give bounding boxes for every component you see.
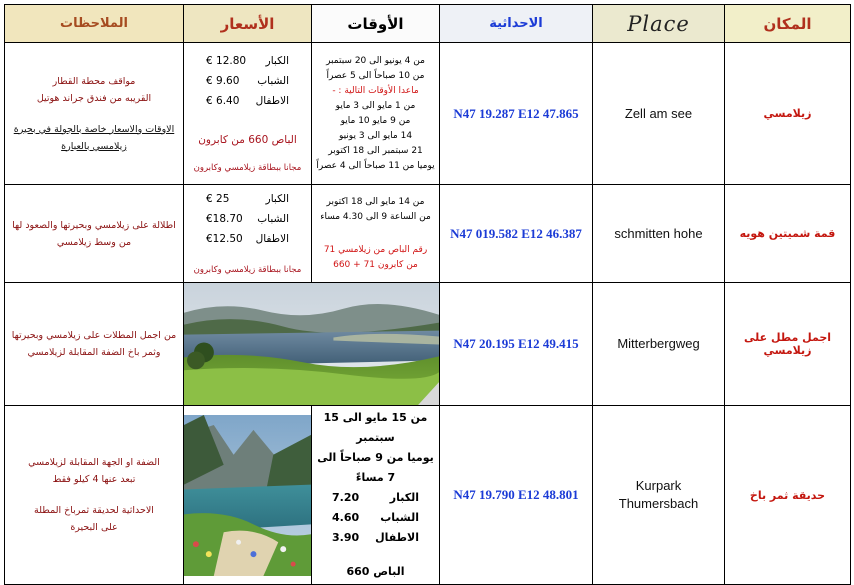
- notes-cell: [5, 185, 184, 283]
- note-line: وثمر باخ الضفة المقابلة لزيلامسي: [27, 347, 161, 358]
- header-row: [5, 5, 851, 43]
- price-line: [316, 508, 435, 528]
- time-line: 21 سبتمبر الى 18 اكتوبر: [328, 145, 423, 156]
- place-ar: قمة شميتين هويه: [725, 185, 851, 283]
- header-prices: الأسعار: [184, 5, 312, 43]
- table-row: [5, 43, 851, 185]
- note-line: الاوقات والاسعار خاصة بالجولة في بحيرة: [13, 123, 175, 135]
- bus-note: الباص 660: [346, 565, 405, 578]
- price-value: 4.60: [332, 511, 360, 524]
- lakeside-park-image: [184, 415, 311, 576]
- price-line: [190, 189, 305, 209]
- header-notes: الملاحظات: [5, 5, 184, 43]
- park-photo: [184, 406, 312, 585]
- time-line: من كابرون 71 + 660: [333, 259, 418, 270]
- note-line: زيلامسي بالعبارة: [61, 140, 127, 152]
- prices-cell: [184, 43, 312, 185]
- bus-note: الباص 660 من كابرون: [198, 133, 297, 146]
- time-line: من 9 مايو 10 مايو: [340, 115, 411, 126]
- note-line: القريبه من فندق جراند هوتيل: [36, 92, 152, 104]
- time-line: 14 مايو الى 3 يونيو: [338, 130, 413, 141]
- lake-panorama-image: [184, 283, 439, 405]
- price-line: [316, 488, 435, 508]
- place-en: [593, 406, 725, 585]
- price-label: الشباب: [257, 212, 289, 225]
- price-value: 3.90: [332, 531, 360, 544]
- place-en: Mitterbergweg: [593, 283, 725, 406]
- time-line: من 14 مايو الى 18 اكتوبر: [326, 196, 425, 207]
- price-label: الكبار: [265, 54, 289, 67]
- price-label: الكبار: [265, 192, 289, 205]
- note-line: اطلالة على زيلامسي وبحيرتها والصعود لها: [12, 219, 176, 231]
- lake-view-photo: [184, 283, 440, 406]
- price-footer: مجانا ببطاقة زيلامسي وكابرون: [193, 162, 302, 173]
- place-en-line: Kurpark: [635, 478, 682, 493]
- price-line: [190, 91, 305, 111]
- price-value: € 25: [206, 192, 230, 205]
- price-value: 7.20: [332, 491, 360, 504]
- table-row: [5, 406, 851, 585]
- time-line: من 15 مايو الى 15 سبتمبر: [323, 411, 428, 444]
- price-line: [190, 229, 305, 249]
- price-footer: مجانا ببطاقة زيلامسي وكابرون: [193, 264, 302, 275]
- price-value: €12.50: [206, 232, 243, 245]
- price-label: الاطفال: [375, 531, 419, 544]
- time-line: يوميا من 11 صباحاً الى 4 عصراً: [316, 160, 435, 171]
- note-line: من اجمل المطلات على زيلامسي وبحيرتها: [11, 330, 177, 341]
- header-place-en: Place: [593, 5, 725, 43]
- place-en-line: Thumersbach: [618, 496, 699, 511]
- time-line: من 1 مايو الى 3 مايو: [335, 100, 416, 111]
- price-line: [316, 528, 435, 548]
- price-value: € 12.80: [206, 54, 247, 67]
- note-line: مواقف محطة القطار: [52, 75, 136, 87]
- time-line: من الساعة 9 الى 4.30 مساء: [320, 211, 431, 222]
- price-line: [190, 209, 305, 229]
- price-label: الشباب: [257, 74, 289, 87]
- times-cell: [312, 43, 440, 185]
- table-row: [5, 185, 851, 283]
- table-row: [5, 283, 851, 406]
- coordinates: N47 19.790 E12 48.801: [440, 406, 593, 585]
- coordinates: N47 20.195 E12 49.415: [440, 283, 593, 406]
- coordinates: N47 19.287 E12 47.865: [440, 43, 593, 185]
- header-coordinates: الاحداثية: [440, 5, 593, 43]
- times-prices-cell: [312, 406, 440, 585]
- price-value: € 6.40: [206, 94, 240, 107]
- time-line: من 4 يونيو الى 20 سبتمبر: [326, 55, 425, 66]
- note-line: الضفة او الجهة المقابلة لزيلامسي: [28, 457, 160, 468]
- place-ar: حديقة ثمر باخ: [725, 406, 851, 585]
- notes-cell: [5, 283, 184, 406]
- price-label: الكبار: [389, 491, 419, 504]
- time-line: يوميا من 9 صباحاً الى 7 مساءً: [317, 451, 434, 484]
- price-label: الاطفال: [255, 94, 289, 107]
- price-line: [190, 71, 305, 91]
- place-ar: زيلامسي: [725, 43, 851, 185]
- notes-cell: [5, 406, 184, 585]
- note-line: تبعد عنها 4 كيلو فقط: [52, 474, 136, 485]
- price-label: الاطفال: [255, 232, 289, 245]
- note-line: من وسط زيلامسي: [56, 236, 132, 248]
- time-line: رقم الباص من زيلامسي 71: [323, 244, 428, 255]
- price-value: € 9.60: [206, 74, 240, 87]
- header-times: الأوقات: [312, 5, 440, 43]
- price-value: €18.70: [206, 212, 243, 225]
- prices-cell: [184, 185, 312, 283]
- place-en: schmitten hohe: [593, 185, 725, 283]
- note-line: على البحيرة: [70, 522, 118, 533]
- time-line: من 10 صباحاً الى 5 عصراً: [326, 70, 425, 81]
- times-cell: [312, 185, 440, 283]
- time-line: ماعدا الأوقات التالية : -: [332, 85, 419, 96]
- note-line: الاحداثية لحديقة ثمرباخ المطلة: [34, 505, 154, 516]
- header-place-ar: المكان: [725, 5, 851, 43]
- price-line: [190, 51, 305, 71]
- place-ar: اجمل مطل على زيلامسي: [725, 283, 851, 406]
- place-en: Zell am see: [593, 43, 725, 185]
- coordinates: N47 019.582 E12 46.387: [440, 185, 593, 283]
- notes-cell: [5, 43, 184, 185]
- price-label: الشباب: [380, 511, 419, 524]
- attractions-table: [4, 4, 851, 585]
